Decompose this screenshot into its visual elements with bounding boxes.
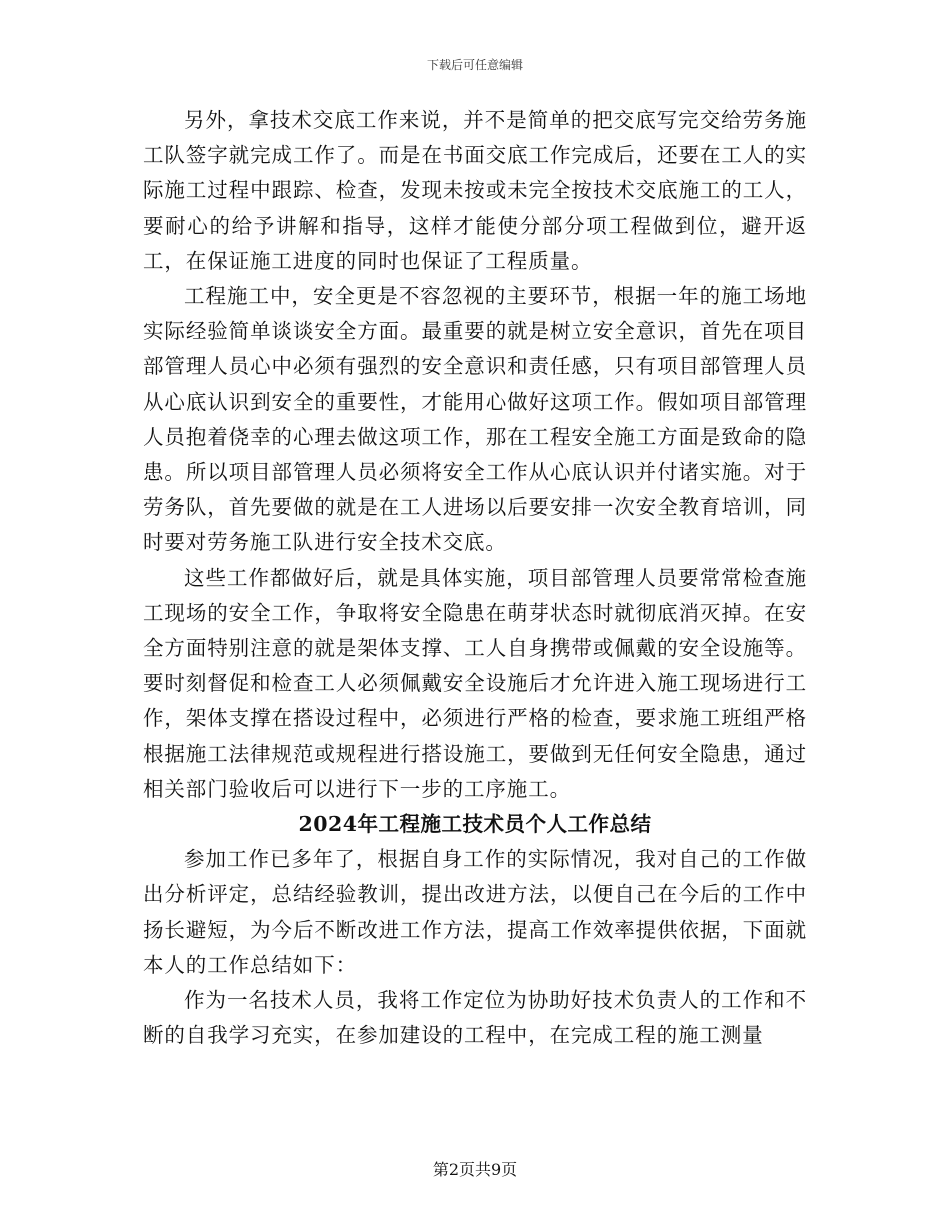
paragraph-safety-awareness: 工程施工中，安全更是不容忽视的主要环节，根据一年的施工场地实际经验简单谈谈安全方面。最重要的就是树立安全意识，首先在项目部管理人员心中必须有强烈的安全意识和责任感，只有项目部管理人员从心底认识到安全的重要性，才能用心做好这项工作。假如项目部管理人员抱着侥幸的心理去做这项工作，那在工程安全施工方面是致命的隐患。所以项目部管理人员必须将安全工作从心底认识并付诸实施。对于劳务队，首先要做的就是在工人进场以后要安排一次安全教育培训，同时要对劳务施工队进行安全技术交底。 [143, 284, 807, 555]
paragraph-safety-implementation: 这些工作都做好后，就是具体实施，项目部管理人员要常常检查施工现场的安全工作，争取将安全隐患在萌芽状态时就彻底消灭掉。在安全方面特别注意的就是架体支撑、工人自身携带或佩戴的安全设施等。要时刻督促和检查工人必须佩戴安全设施后才允许进入施工现场进行工作，架体支撑在搭设过程中，必须进行严格的检查，要求施工班组严格根据施工法律规范或规程进行搭设施工，要做到无任何安全隐患，通过相关部门验收后可以进行下一步的工序施工。 [143, 565, 807, 801]
paragraph-summary-intro: 参加工作已多年了，根据自身工作的实际情况，我对自己的工作做出分析评定，总结经验教训，提出改进方法，以便自己在今后的工作中扬长避短，为今后不断改进工作方法，提高工作效率提供依据，下面就本人的工作总结如下： [143, 847, 807, 977]
paragraph-technical-briefing: 另外，拿技术交底工作来说，并不是简单的把交底写完交给劳务施工队签字就完成工作了。而是在书面交底工作完成后，还要在工人的实际施工过程中跟踪、检查，发现未按或未完全按技术交底施工的工人，要耐心的给予讲解和指导，这样才能使分部分项工程做到位，避开返工，在保证施工进度的同时也保证了工程质量。 [143, 108, 807, 273]
page-header: 下载后可任意编辑 [426, 58, 523, 72]
paragraph-technician-role: 作为一名技术人员，我将工作定位为协助好技术负责人的工作和不断的自我学习充实，在参加建设的工程中，在完成工程的施工测量 [143, 988, 807, 1048]
section-heading: 2024年工程施工技术员个人工作总结 [298, 812, 652, 837]
page-number: 第2页共9页 [432, 1160, 518, 1179]
document-body [143, 103, 807, 1053]
